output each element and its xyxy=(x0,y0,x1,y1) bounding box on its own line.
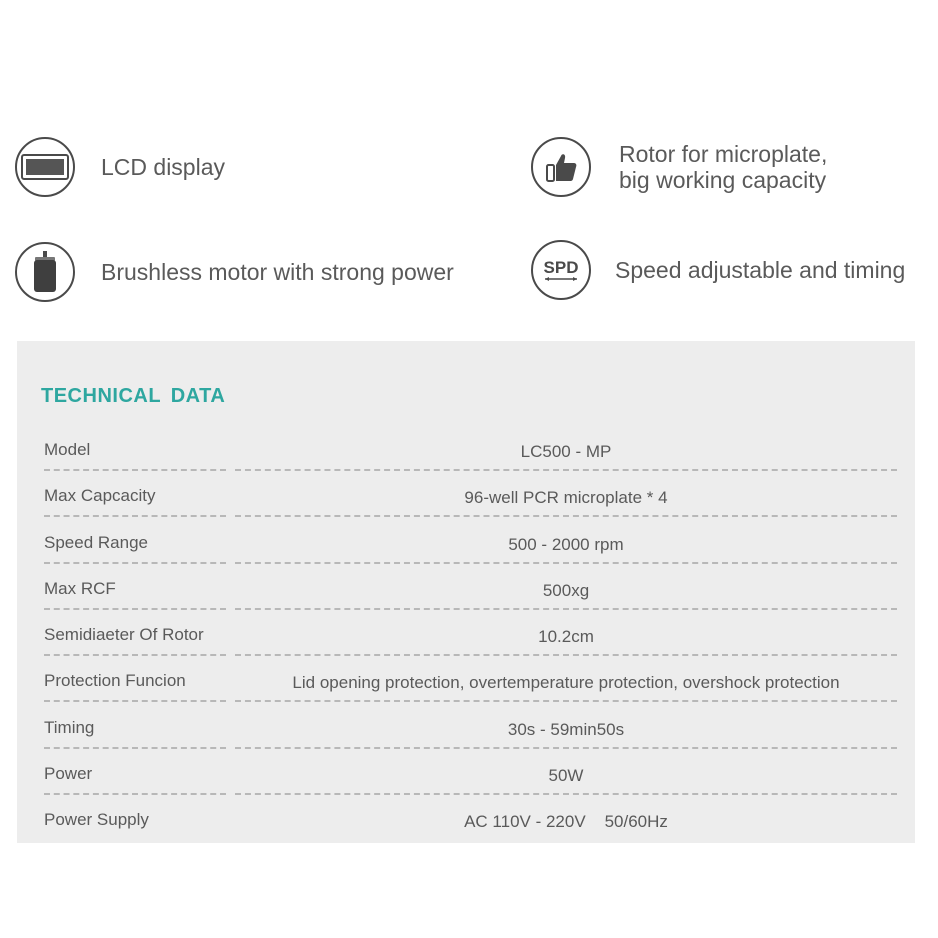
spec-value: 50W xyxy=(548,766,584,786)
feature-speed-timing xyxy=(531,240,905,300)
technical-data-panel xyxy=(17,341,915,843)
spec-value: 500 - 2000 rpm xyxy=(508,534,624,554)
feature-label-line: LCD display xyxy=(101,154,225,180)
row-divider xyxy=(235,700,897,702)
feature-label-line: Speed adjustable and timing xyxy=(615,257,906,283)
row-divider xyxy=(44,608,226,610)
lcd-display-icon xyxy=(15,137,75,197)
spec-label: Max Capcacity xyxy=(44,486,156,506)
feature-lcd-display xyxy=(15,137,225,197)
feature-brushless-motor xyxy=(15,242,454,302)
spec-label: Power Supply xyxy=(44,810,149,830)
spec-label: Semidiaeter Of Rotor xyxy=(44,625,204,645)
row-divider xyxy=(44,654,226,656)
row-divider xyxy=(44,700,226,702)
spec-label: Protection Funcion xyxy=(44,671,186,691)
row-divider xyxy=(235,469,897,471)
spec-label: Speed Range xyxy=(44,532,148,552)
spec-row xyxy=(17,707,915,753)
feature-rotor-capacity xyxy=(531,137,827,197)
spec-table xyxy=(17,429,915,846)
spec-value: LC500 - MP xyxy=(520,442,612,461)
spec-row xyxy=(17,568,915,614)
spec-label: Model xyxy=(44,440,91,459)
row-divider xyxy=(235,793,897,795)
feature-label-line: Brushless motor with strong power xyxy=(101,259,454,285)
spec-value: Lid opening protection, overtemperature protection, overshock protection xyxy=(292,673,840,693)
spec-row xyxy=(17,522,915,568)
spec-value: 96-well PCR microplate * 4 xyxy=(464,488,668,508)
spec-row xyxy=(17,660,915,706)
row-divider xyxy=(44,562,226,564)
row-divider xyxy=(235,608,897,610)
row-divider xyxy=(44,515,226,517)
spec-label: Power xyxy=(44,764,93,784)
spd-icon xyxy=(531,240,591,300)
spec-label: Timing xyxy=(44,717,95,737)
feature-label xyxy=(101,259,454,285)
spec-row xyxy=(17,753,915,799)
spec-value: 500xg xyxy=(542,580,590,600)
spec-row xyxy=(17,799,915,845)
row-divider xyxy=(44,747,226,749)
spec-value: 30s - 59min50s xyxy=(507,719,625,739)
spec-value: AC 110V - 220V 50/60Hz xyxy=(464,812,668,832)
spec-row xyxy=(17,429,915,475)
row-divider xyxy=(235,747,897,749)
row-divider xyxy=(44,793,226,795)
technical-data-title: TECHNICAL DATA xyxy=(41,385,226,407)
row-divider xyxy=(235,562,897,564)
motor-icon xyxy=(15,242,75,302)
feature-label xyxy=(615,257,905,283)
spec-row xyxy=(17,475,915,521)
row-divider xyxy=(44,469,226,471)
feature-label xyxy=(619,141,827,193)
spec-row xyxy=(17,614,915,660)
spd-icon-text: SPD xyxy=(543,258,579,277)
feature-label-line: Rotor for microplate, xyxy=(619,141,828,167)
row-divider xyxy=(235,654,897,656)
feature-label-line: big working capacity xyxy=(619,167,827,193)
thumbs-up-icon xyxy=(531,137,591,197)
row-divider xyxy=(235,515,897,517)
spec-label: Max RCF xyxy=(44,578,116,598)
spec-value: 10.2cm xyxy=(538,627,594,647)
feature-label xyxy=(101,154,225,180)
